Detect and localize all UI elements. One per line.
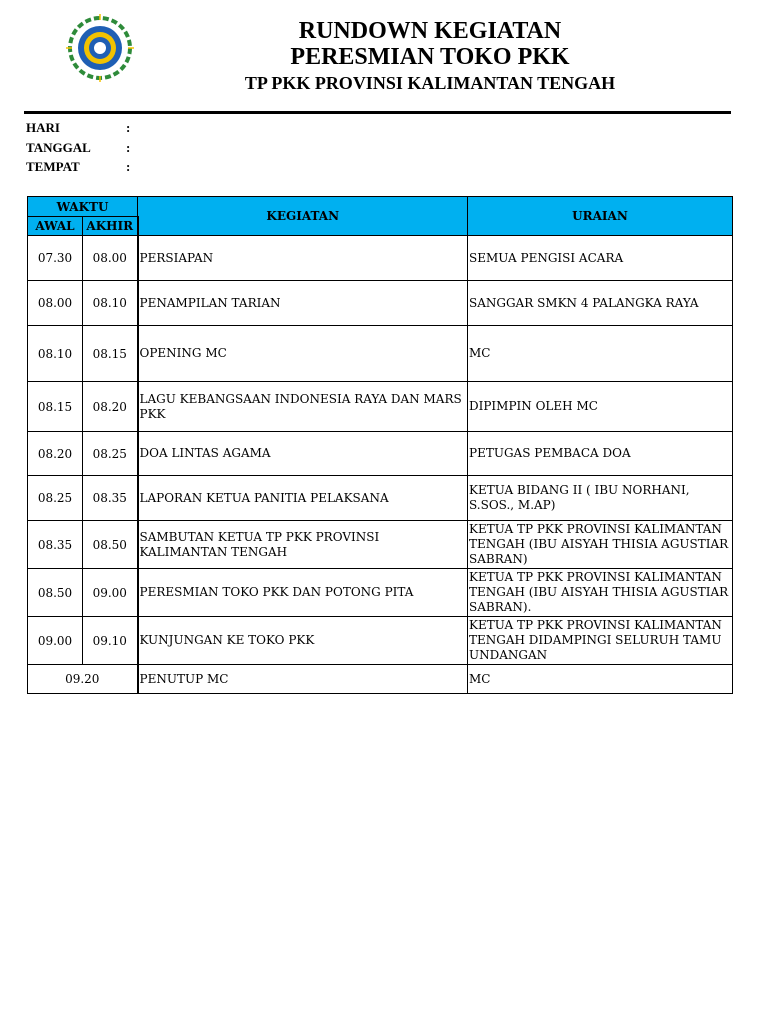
uraian-cell: MC <box>468 326 733 382</box>
table-row <box>28 382 733 432</box>
kegiatan-header: KEGIATAN <box>138 197 468 236</box>
pkk-emblem-icon <box>64 12 136 84</box>
rundown-table <box>27 196 733 694</box>
table-row <box>28 326 733 382</box>
tanggal-colon: : <box>126 139 131 155</box>
subtitle: TP PKK PROVINSI KALIMANTAN TENGAH <box>244 73 616 93</box>
awal-cell: 08.15 <box>28 382 83 432</box>
uraian-cell: KETUA TP PKK PROVINSI KALIMANTAN TENGAH (IBU AISYAH THISIA AGUSTIAR SABRAN) <box>468 521 733 569</box>
info-row-hari <box>26 120 146 140</box>
event-info <box>26 120 146 179</box>
awal-cell: 08.25 <box>28 476 83 521</box>
table-row <box>28 521 733 569</box>
kegiatan-cell: OPENING MC <box>138 326 468 382</box>
kegiatan-cell: PERESMIAN TOKO PKK DAN POTONG PITA <box>138 569 468 617</box>
info-row-tanggal <box>26 140 146 160</box>
akhir-cell: 09.10 <box>83 617 138 665</box>
table-row <box>28 236 733 281</box>
tempat-colon: : <box>126 159 131 174</box>
awal-cell: 08.20 <box>28 432 83 476</box>
table-row <box>28 432 733 476</box>
table-row <box>28 569 733 617</box>
waktu-cell: 09.20 <box>28 665 138 694</box>
title-line-2: PERESMIAN TOKO PKK <box>290 44 570 70</box>
kegiatan-cell: LAPORAN KETUA PANITIA PELAKSANA <box>138 476 468 521</box>
awal-header: AWAL <box>28 217 83 236</box>
uraian-cell: DIPIMPIN OLEH MC <box>468 382 733 432</box>
akhir-cell: 08.25 <box>83 432 138 476</box>
header-divider <box>24 111 731 114</box>
kegiatan-cell: PERSIAPAN <box>138 236 468 281</box>
uraian-header: URAIAN <box>468 197 733 236</box>
awal-cell: 09.00 <box>28 617 83 665</box>
kegiatan-cell: SAMBUTAN KETUA TP PKK PROVINSI KALIMANTAN TENGAH <box>138 521 468 569</box>
awal-cell: 08.50 <box>28 569 83 617</box>
akhir-cell: 08.15 <box>83 326 138 382</box>
akhir-cell: 08.00 <box>83 236 138 281</box>
table-row <box>28 665 733 694</box>
akhir-cell: 08.10 <box>83 281 138 326</box>
uraian-cell: PETUGAS PEMBACA DOA <box>468 432 733 476</box>
uraian-cell: KETUA TP PKK PROVINSI KALIMANTAN TENGAH (IBU AISYAH THISIA AGUSTIAR SABRAN). <box>468 569 733 617</box>
table-row <box>28 281 733 326</box>
awal-cell: 08.10 <box>28 326 83 382</box>
kegiatan-cell: DOA LINTAS AGAMA <box>138 432 468 476</box>
uraian-cell: SEMUA PENGISI ACARA <box>468 236 733 281</box>
akhir-header: AKHIR <box>83 217 138 236</box>
akhir-cell: 08.20 <box>83 382 138 432</box>
uraian-cell: KETUA BIDANG II ( IBU NORHANI, S.SOS., M.AP) <box>468 476 733 521</box>
tempat-label: TEMPAT <box>26 159 80 174</box>
kegiatan-cell: PENUTUP MC <box>138 665 468 694</box>
awal-cell: 08.00 <box>28 281 83 326</box>
hari-colon: : <box>126 120 131 135</box>
akhir-cell: 08.35 <box>83 476 138 521</box>
awal-cell: 08.35 <box>28 521 83 569</box>
waktu-header: WAKTU <box>28 197 138 217</box>
akhir-cell: 09.00 <box>83 569 138 617</box>
awal-cell: 07.30 <box>28 236 83 281</box>
title-line-1: RUNDOWN KEGIATAN <box>298 18 562 44</box>
tanggal-label: TANGGAL <box>26 139 91 155</box>
uraian-cell: KETUA TP PKK PROVINSI KALIMANTAN TENGAH DIDAMPINGI SELURUH TAMU UNDANGAN <box>468 617 733 665</box>
info-row-tempat <box>26 159 146 179</box>
kegiatan-cell: LAGU KEBANGSAAN INDONESIA RAYA DAN MARS PKK <box>138 382 468 432</box>
table-row <box>28 476 733 521</box>
uraian-cell: SANGGAR SMKN 4 PALANGKA RAYA <box>468 281 733 326</box>
uraian-cell: MC <box>468 665 733 694</box>
kegiatan-cell: PENAMPILAN TARIAN <box>138 281 468 326</box>
kegiatan-cell: KUNJUNGAN KE TOKO PKK <box>138 617 468 665</box>
document-header <box>200 18 660 94</box>
table-row <box>28 617 733 665</box>
akhir-cell: 08.50 <box>83 521 138 569</box>
hari-label: HARI <box>26 120 60 135</box>
